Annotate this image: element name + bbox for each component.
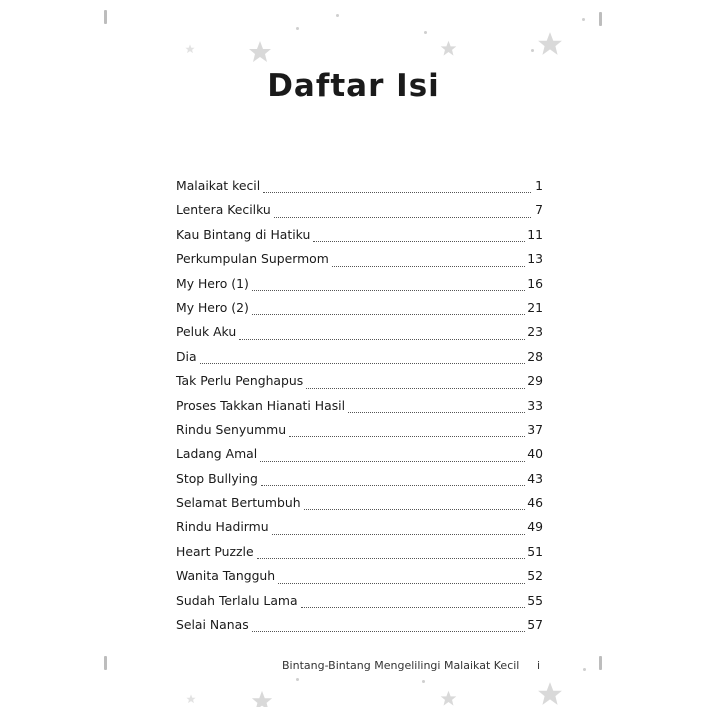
dot-leader: [274, 217, 531, 218]
dot-leader: [289, 436, 525, 437]
sparkle-dot: [296, 27, 299, 30]
dot-leader: [239, 339, 525, 340]
toc-entry: [176, 444, 543, 468]
toc-entry: [176, 493, 543, 517]
toc-entry: [176, 542, 543, 566]
toc-entry: [176, 298, 543, 322]
star-icon: [251, 690, 273, 707]
dot-leader: [252, 290, 525, 291]
dot-leader: [301, 607, 526, 608]
crop-mark-top-left: [102, 10, 108, 24]
toc-entry-page: 7: [535, 202, 543, 218]
dot-leader: [348, 412, 525, 413]
star-icon: [186, 694, 196, 704]
toc-entry-title: Rindu Hadirmu: [176, 519, 269, 535]
dot-leader: [278, 583, 525, 584]
toc-entry-title: Proses Takkan Hianati Hasil: [176, 397, 346, 413]
dot-leader: [304, 509, 526, 510]
toc-entry: [176, 396, 543, 420]
toc-entry: [176, 615, 543, 639]
dot-leader: [313, 241, 525, 242]
star-icon: [440, 40, 457, 57]
toc-entry: [176, 566, 543, 590]
toc-entry: [176, 517, 543, 541]
page-title: Daftar Isi: [267, 68, 440, 104]
toc-entry-title: Sudah Terlalu Lama: [176, 592, 298, 608]
toc-entry-page: 51: [527, 543, 543, 559]
sparkle-dot: [583, 668, 586, 671]
star-icon: [248, 40, 272, 64]
toc-entry-page: 46: [527, 495, 543, 511]
toc-entry-page: 1: [535, 178, 543, 193]
dot-leader: [306, 388, 525, 389]
dot-leader: [332, 266, 525, 267]
toc-entry-page: 11: [527, 226, 543, 242]
table-of-contents: [176, 176, 543, 639]
toc-entry-page: 43: [527, 470, 543, 486]
dot-leader: [272, 534, 526, 535]
dot-leader: [257, 558, 526, 559]
toc-entry: [176, 420, 543, 444]
sparkle-dot: [422, 680, 425, 683]
dot-leader: [261, 485, 525, 486]
toc-entry-page: 57: [527, 617, 543, 633]
crop-mark-bottom-right: [597, 656, 603, 670]
toc-entry: [176, 347, 543, 371]
toc-entry: [176, 371, 543, 395]
toc-entry: [176, 225, 543, 249]
toc-entry: [176, 591, 543, 615]
toc-entry-title: My Hero (1): [176, 275, 249, 291]
toc-entry-title: Heart Puzzle: [176, 543, 254, 559]
toc-entry-page: 29: [527, 373, 543, 389]
running-footer-title: Bintang-Bintang Mengelilingi Malaikat Kecil: [282, 659, 520, 672]
toc-entry-page: 49: [527, 519, 543, 535]
toc-entry-page: 52: [527, 568, 543, 584]
toc-entry-page: 13: [527, 251, 543, 267]
dot-leader: [252, 314, 525, 315]
sparkle-dot: [582, 18, 585, 21]
sparkle-dot: [424, 31, 427, 34]
crop-mark-bottom-left: [102, 656, 108, 670]
toc-entry-page: 28: [527, 348, 543, 364]
toc-entry-title: Kau Bintang di Hatiku: [176, 226, 311, 242]
toc-entry: [176, 249, 543, 273]
toc-entry-title: Wanita Tangguh: [176, 568, 276, 584]
toc-entry-title: My Hero (2): [176, 299, 249, 315]
sparkle-dot: [531, 49, 534, 52]
toc-entry-title: Tak Perlu Penghapus: [176, 373, 304, 389]
toc-entry-title: Malaikat kecil: [176, 178, 261, 193]
star-icon: [537, 31, 563, 57]
star-icon: [185, 44, 195, 54]
toc-entry: [176, 469, 543, 493]
toc-entry-page: 16: [527, 275, 543, 291]
toc-entry-title: Rindu Senyummu: [176, 421, 287, 437]
toc-entry-page: 37: [527, 421, 543, 437]
toc-entry: [176, 274, 543, 298]
toc-entry-title: Lentera Kecilku: [176, 202, 271, 218]
dot-leader: [200, 363, 526, 364]
toc-entry-title: Stop Bullying: [176, 470, 258, 486]
toc-entry-title: Selai Nanas: [176, 617, 249, 633]
sparkle-dot: [296, 678, 299, 681]
star-icon: [537, 681, 563, 707]
toc-entry: [176, 200, 543, 224]
toc-entry-page: 21: [527, 299, 543, 315]
crop-mark-top-right: [597, 12, 603, 26]
toc-entry-page: 33: [527, 397, 543, 413]
page-number: i: [537, 659, 541, 672]
sparkle-dot: [336, 14, 339, 17]
star-icon: [440, 690, 457, 707]
toc-entry-title: Dia: [176, 348, 197, 364]
toc-entry-title: Peluk Aku: [176, 324, 237, 340]
dot-leader: [260, 461, 525, 462]
toc-entry: [176, 322, 543, 346]
toc-entry: [176, 176, 543, 200]
toc-entry-page: 23: [527, 324, 543, 340]
toc-entry-title: Perkumpulan Supermom: [176, 251, 329, 267]
dot-leader: [252, 631, 526, 632]
toc-entry-page: 40: [527, 446, 543, 462]
dot-leader: [263, 192, 531, 193]
toc-entry-page: 55: [527, 592, 543, 608]
toc-entry-title: Selamat Bertumbuh: [176, 495, 301, 511]
toc-entry-title: Ladang Amal: [176, 446, 258, 462]
